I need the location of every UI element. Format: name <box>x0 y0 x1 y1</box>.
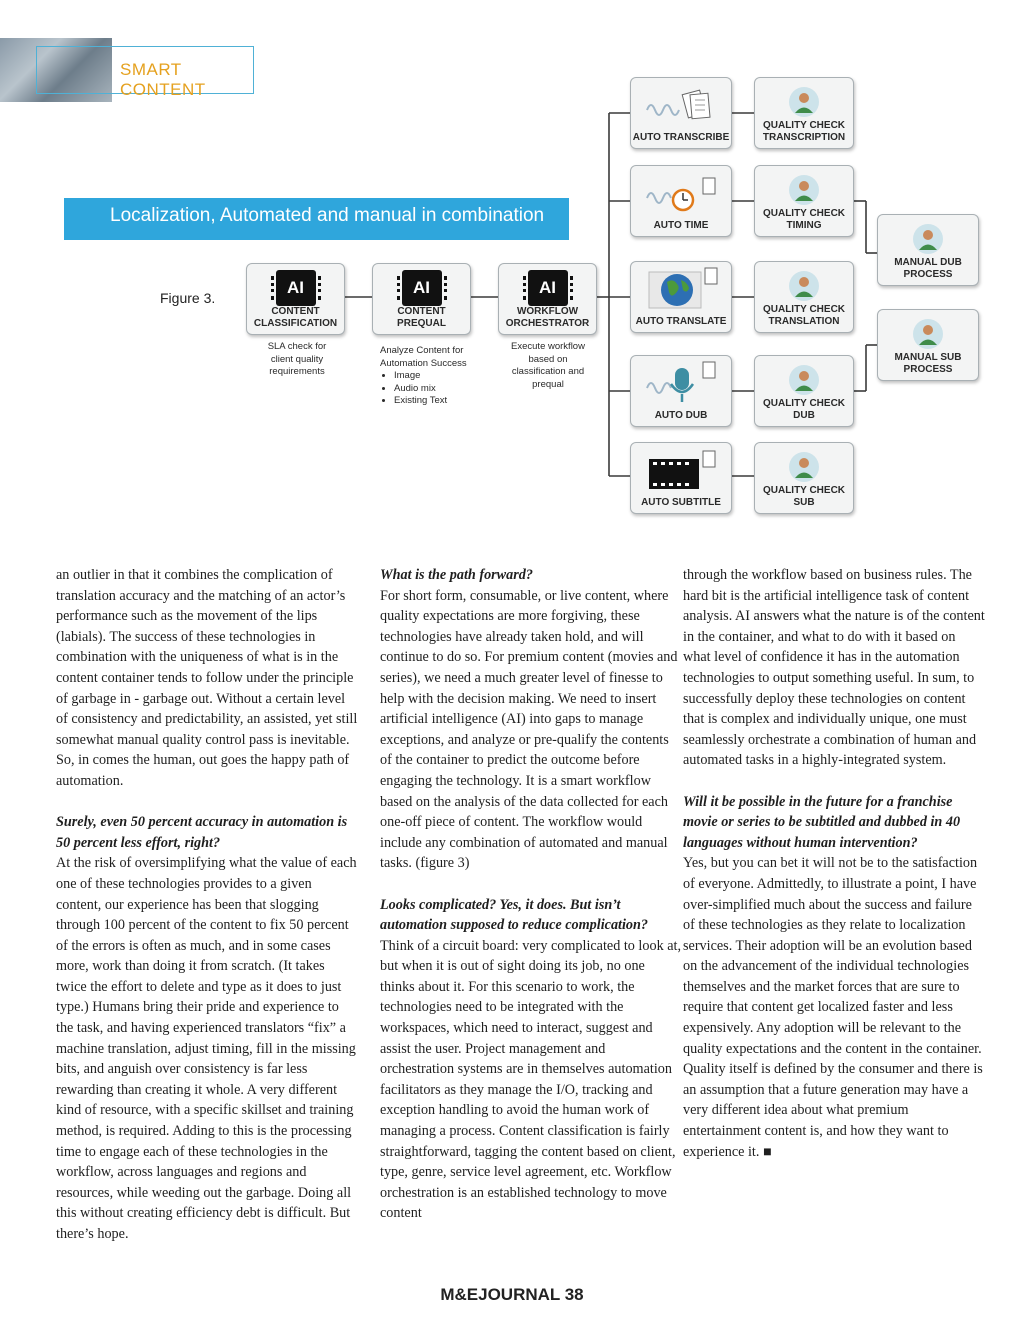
article-column-3 <box>683 565 985 1162</box>
ai-chip-icon: AI <box>276 270 316 306</box>
node-label: WORKFLOW ORCHESTRATOR <box>505 306 590 329</box>
microphone-icon <box>645 360 719 406</box>
globe-icon <box>647 266 721 312</box>
bullet-item: • Existing Text <box>394 395 480 408</box>
film-strip-icon <box>645 449 719 493</box>
qc-dub-node <box>754 355 854 427</box>
node-description <box>380 345 480 408</box>
node-label: CONTENT PREQUAL <box>397 306 446 329</box>
qc-timing-node <box>754 165 854 237</box>
paragraph: through the workflow based on business rules. The hard bit is the artificial intelligence task of content analysis. AI answers what the nature is of the content in the container, and what to do with it based on what level of confidence it has in the automation technologies to output something useful. In sum, to successfully deploy these technologies on content that is complex and individually unique, one must seamlessly orchestrate a combination of human and automated tasks in a highly-integrated system. <box>683 567 985 769</box>
ai-chip-icon: AI <box>402 270 442 306</box>
bullet-item: • Image <box>394 370 480 383</box>
auto-translate-node <box>630 261 732 333</box>
ai-chip-icon: AI <box>528 270 568 306</box>
manual-sub-process-node <box>877 309 979 381</box>
node-label: QUALITY CHECK SUB <box>762 485 846 508</box>
figure-label: Figure 3. <box>160 290 216 306</box>
person-icon <box>788 174 820 206</box>
qc-transcription-node <box>754 77 854 149</box>
auto-time-node <box>630 165 732 237</box>
description-text: Analyze Content for Automation Success <box>380 345 467 369</box>
clock-icon <box>645 174 719 214</box>
question-heading: Surely, even 50 percent accuracy in automation is 50 percent less effort, right? <box>56 814 348 851</box>
person-icon <box>788 451 820 483</box>
paragraph: Yes, but you can bet it will not be to the satisfaction of everyone. Admittedly, to illustrate a point, I have over-simplified much about the success and failure of these technologies as they relate to localization services. Their adoption will be an evolution based on the advancement of the individual technologies themselves and the market forces that are sure to require that content get localized faster and less expensively. Any adoption will be relevant to the quality expectations and the content in the container. Quality itself is defined by the consumer and there is an assumption that a future generation may have a very different idea about what premium entertainment content is, and how they want to experience it. ■ <box>683 855 983 1160</box>
qc-sub-node <box>754 442 854 514</box>
person-icon <box>788 364 820 396</box>
paragraph: At the risk of oversimplifying what the value of each one of these technologies provides to a given content, our experience has been that slogging through 100 percent of the content to fix 50 percent of the errors is often as much, and in some cases more, work than doing it from scratch. (It takes twice the effort to delete and type as it does to just type.) Humans bring their pride and experience to the task, and having experienced translators “fix” a machine translation, adjust timing, fill in the missing bits, and anguish over consistency is far less rewarding than creating it whole. A very different kind of resource, with a specific skillset and training method, is required. Adding to this is the processing time to engage each of these technologies in the workflow, across languages and regions and resources, while weeding out the garbage. Doing all this without creating efficiency debt is difficult. But there’s hope. <box>56 855 357 1242</box>
page-footer <box>0 1285 1024 1305</box>
node-label: MANUAL DUB PROCESS <box>894 257 962 280</box>
node-label: AUTO TIME <box>653 220 709 231</box>
person-icon <box>788 86 820 118</box>
waveform-documents-icon <box>645 86 719 126</box>
node-description: SLA check for client quality requirements <box>267 341 327 377</box>
question-heading: Will it be possible in the future for a franchise movie or series to be subtitled and dubbed in 40 languages without human intervention? <box>683 793 961 851</box>
node-label: MANUAL SUB PROCESS <box>894 352 962 375</box>
node-description: Execute workflow based on classification and prequal <box>511 341 585 390</box>
paragraph: Think of a circuit board: very complicated to look at, but when it is out of sight doing its job, no one thinks about it. For this scenario to work, the technologies need to be integrated with the workspaces, which need to interact, suggest and assist the user. Project management and orchestration systems are in themselves automation facilitators as they manage the I/O, tracking and exception handling to avoid the human work of managing a process. Content classification is fairly straightforward, tagging the content based on client, type, genre, service level agreement, etc. Workflow orchestration is an established technology to move content <box>380 937 681 1222</box>
node-label: CONTENT CLASSIFICATION <box>253 306 338 329</box>
node-label: AUTO SUBTITLE <box>641 497 721 508</box>
auto-subtitle-node <box>630 442 732 514</box>
content-prequal-node <box>372 263 471 335</box>
paragraph: an outlier in that it combines the complication of translation accuracy and the matching of an actor’s performance such as the movement of the lips (labials). The success of these technologies in combination with the uniqueness of what is in the content container tends to follow under the principle of garbage in - garbage out. Without a certain level of consistency and predictability, an assisted, yet still somewhat manual quality control pass is inevitable. So, in comes the human, out goes the happy path of automation. <box>56 567 358 789</box>
node-label: AUTO TRANSCRIBE <box>632 132 730 143</box>
person-icon <box>788 270 820 302</box>
node-label: AUTO TRANSLATE <box>635 316 727 327</box>
auto-transcribe-node <box>630 77 732 149</box>
journal-name: M&EJOURNAL <box>440 1285 560 1304</box>
question-heading: What is the path forward? <box>380 567 533 583</box>
node-label: QUALITY CHECK TRANSLATION <box>762 304 846 327</box>
qc-translation-node <box>754 261 854 333</box>
figure-title-banner: Localization, Automated and manual in combination <box>64 198 569 240</box>
auto-dub-node <box>630 355 732 427</box>
paragraph: For short form, consumable, or live content, where quality expectations are more forgiving, these technologies have already taken hold, and will continue to do so. For premium content (movies and series), we need a much greater level of finesse to help with the decision making. We need to insert artificial intelligence (AI) into gaps to manage exceptions, and analyze or pre-qualify the contents of the container to predict the outcome before engaging the technology. It is a smart workflow based on the analysis of the data collected for each one-off piece of content. The workflow would include any combination of automated and manual tasks. (figure 3) <box>380 587 678 872</box>
node-label: AUTO DUB <box>654 410 708 421</box>
person-icon <box>912 318 944 350</box>
person-icon <box>912 223 944 255</box>
bullet-list <box>380 370 480 408</box>
page-number: 38 <box>564 1285 584 1304</box>
section-label: SMART CONTENT <box>120 60 206 99</box>
content-classification-node <box>246 263 345 335</box>
question-heading: Looks complicated? Yes, it does. But isn’t automation supposed to reduce complication? <box>380 896 648 934</box>
node-label: QUALITY CHECK TIMING <box>762 208 846 231</box>
article-column-1 <box>56 565 358 1245</box>
workflow-orchestrator-node <box>498 263 597 335</box>
manual-dub-process-node <box>877 214 979 286</box>
node-label: QUALITY CHECK TRANSCRIPTION <box>762 120 846 143</box>
node-label: QUALITY CHECK DUB <box>762 398 846 421</box>
bullet-item: • Audio mix <box>394 383 480 396</box>
article-column-2 <box>380 565 682 1224</box>
